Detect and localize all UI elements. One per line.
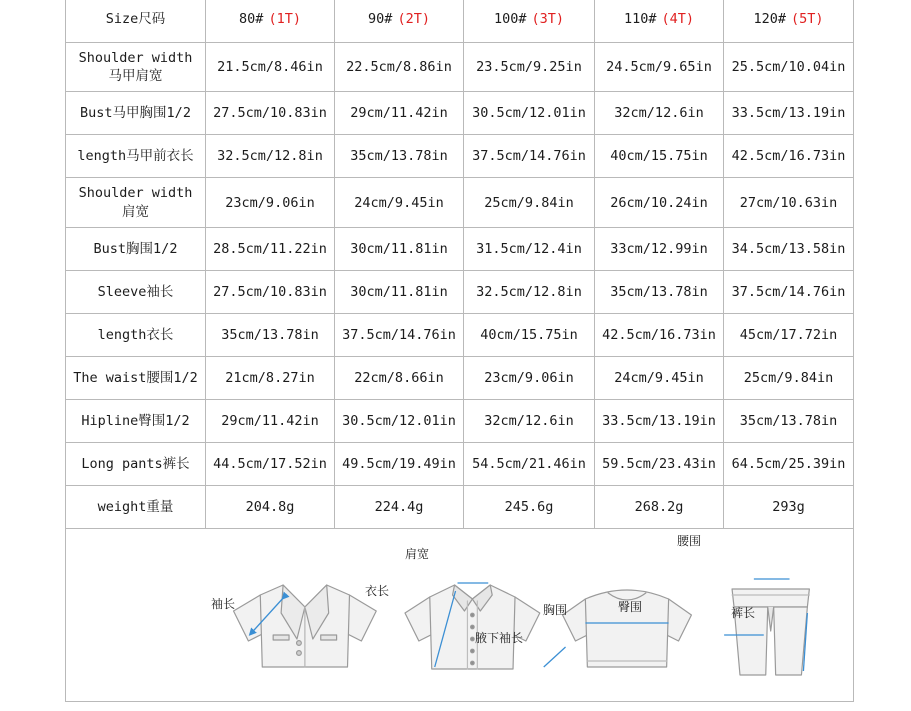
row-value: 37.5cm/14.76in	[464, 135, 595, 178]
row-value: 33.5cm/13.19in	[724, 92, 854, 135]
row-value: 25cm/9.84in	[724, 356, 854, 399]
annotation-underarm-sleeve: 腋下袖长	[475, 630, 524, 645]
row-value: 37.5cm/14.76in	[335, 313, 464, 356]
row-value: 29cm/11.42in	[335, 92, 464, 135]
row-value: 30.5cm/12.01in	[335, 399, 464, 442]
header-cell-size-label: Size尺码	[66, 0, 206, 43]
row-value: 29cm/11.42in	[206, 399, 335, 442]
header-cell-size-1	[335, 0, 464, 43]
row-label: Hipline臀围1/2	[66, 399, 206, 442]
size-chart-table	[65, 0, 854, 702]
row-value: 22cm/8.66in	[335, 356, 464, 399]
row-value: 27cm/10.63in	[724, 178, 854, 227]
row-value: 34.5cm/13.58in	[724, 227, 854, 270]
row-value: 24.5cm/9.65in	[595, 43, 724, 92]
row-value: 42.5cm/16.73in	[595, 313, 724, 356]
annotation-pants-length: 裤长	[731, 605, 756, 620]
annotation-hip: 臀围	[618, 599, 643, 614]
row-value: 33.5cm/13.19in	[595, 399, 724, 442]
header-cell-size-0	[206, 0, 335, 43]
size-age-4: (5T)	[791, 10, 824, 27]
row-label: The waist腰围1/2	[66, 356, 206, 399]
row-value: 44.5cm/17.52in	[206, 442, 335, 485]
size-age-3: (4T)	[661, 10, 695, 27]
row-value: 25.5cm/10.04in	[724, 43, 854, 92]
row-value: 35cm/13.78in	[724, 399, 854, 442]
row-value: 30.5cm/12.01in	[464, 92, 595, 135]
row-value: 245.6g	[464, 485, 595, 528]
row-value: 64.5cm/25.39in	[724, 442, 854, 485]
header-cell-size-4	[724, 0, 854, 43]
jacket-illustration	[234, 585, 377, 667]
row-label: length马甲前衣长	[66, 135, 206, 178]
row-value: 268.2g	[595, 485, 724, 528]
row-label: Sleeve袖长	[66, 270, 206, 313]
row-value: 32cm/12.6in	[595, 92, 724, 135]
row-value: 22.5cm/8.86in	[335, 43, 464, 92]
row-value: 204.8g	[206, 485, 335, 528]
row-value: 35cm/13.78in	[335, 135, 464, 178]
row-value: 25cm/9.84in	[464, 178, 595, 227]
size-age-0: (1T)	[268, 10, 301, 27]
row-value: 33cm/12.99in	[595, 227, 724, 270]
row-value: 23.5cm/9.25in	[464, 43, 595, 92]
row-label: Shoulder width肩宽	[66, 178, 206, 227]
table-row	[66, 43, 854, 92]
row-value: 23cm/9.06in	[464, 356, 595, 399]
header-cell-size-3	[595, 0, 724, 43]
row-label: Bust胸围1/2	[66, 227, 206, 270]
size-code-1: 90#	[368, 10, 393, 27]
row-value: 28.5cm/11.22in	[206, 227, 335, 270]
row-label: Bust马甲胸围1/2	[66, 92, 206, 135]
table-row	[66, 485, 854, 528]
row-value: 26cm/10.24in	[595, 178, 724, 227]
row-value: 45cm/17.72in	[724, 313, 854, 356]
row-value: 54.5cm/21.46in	[464, 442, 595, 485]
header-cell-size-2	[464, 0, 595, 43]
table-row	[66, 92, 854, 135]
table-header-row	[66, 0, 854, 43]
size-age-1: (2T)	[397, 10, 430, 27]
row-value: 24cm/9.45in	[335, 178, 464, 227]
row-value: 30cm/11.81in	[335, 227, 464, 270]
row-value: 21cm/8.27in	[206, 356, 335, 399]
table-row	[66, 442, 854, 485]
row-value: 293g	[724, 485, 854, 528]
row-value: 49.5cm/19.49in	[335, 442, 464, 485]
illustration-panel	[70, 535, 849, 695]
size-code-4: 120#	[753, 10, 786, 27]
annotation-garment-length: 衣长	[365, 583, 390, 598]
pants-illustration	[732, 589, 809, 675]
row-value: 24cm/9.45in	[595, 356, 724, 399]
row-value: 23cm/9.06in	[206, 178, 335, 227]
table-row	[66, 178, 854, 227]
size-age-2: (3T)	[531, 10, 565, 27]
row-value: 32.5cm/12.8in	[464, 270, 595, 313]
row-value: 40cm/15.75in	[595, 135, 724, 178]
row-value: 27.5cm/10.83in	[206, 92, 335, 135]
table-row	[66, 135, 854, 178]
row-value: 40cm/15.75in	[464, 313, 595, 356]
size-table-body	[66, 0, 854, 701]
row-value: 31.5cm/12.4in	[464, 227, 595, 270]
table-row	[66, 356, 854, 399]
table-row	[66, 227, 854, 270]
row-value: 27.5cm/10.83in	[206, 270, 335, 313]
size-code-3: 110#	[623, 10, 657, 27]
row-label: Shoulder width马甲肩宽	[66, 43, 206, 92]
size-code-0: 80#	[239, 10, 264, 27]
illustration-cell	[66, 528, 854, 701]
row-value: 30cm/11.81in	[335, 270, 464, 313]
row-value: 32cm/12.6in	[464, 399, 595, 442]
row-value: 224.4g	[335, 485, 464, 528]
annotation-shoulder-width: 肩宽	[405, 546, 430, 561]
shirt-illustration	[405, 585, 540, 669]
table-row	[66, 313, 854, 356]
annotation-sleeve-length: 袖长	[211, 596, 236, 611]
row-label: Long pants裤长	[66, 442, 206, 485]
row-value: 32.5cm/12.8in	[206, 135, 335, 178]
row-label: weight重量	[66, 485, 206, 528]
row-value: 59.5cm/23.43in	[595, 442, 724, 485]
annotation-bust: 胸围	[543, 602, 568, 617]
row-value: 35cm/13.78in	[595, 270, 724, 313]
row-value: 37.5cm/14.76in	[724, 270, 854, 313]
row-value: 21.5cm/8.46in	[206, 43, 335, 92]
table-row	[66, 270, 854, 313]
table-row	[66, 399, 854, 442]
illustration-row	[66, 528, 854, 701]
size-code-2: 100#	[493, 10, 527, 27]
annotation-waist: 腰围	[677, 533, 702, 548]
row-value: 42.5cm/16.73in	[724, 135, 854, 178]
row-label: length衣长	[66, 313, 206, 356]
row-value: 35cm/13.78in	[206, 313, 335, 356]
